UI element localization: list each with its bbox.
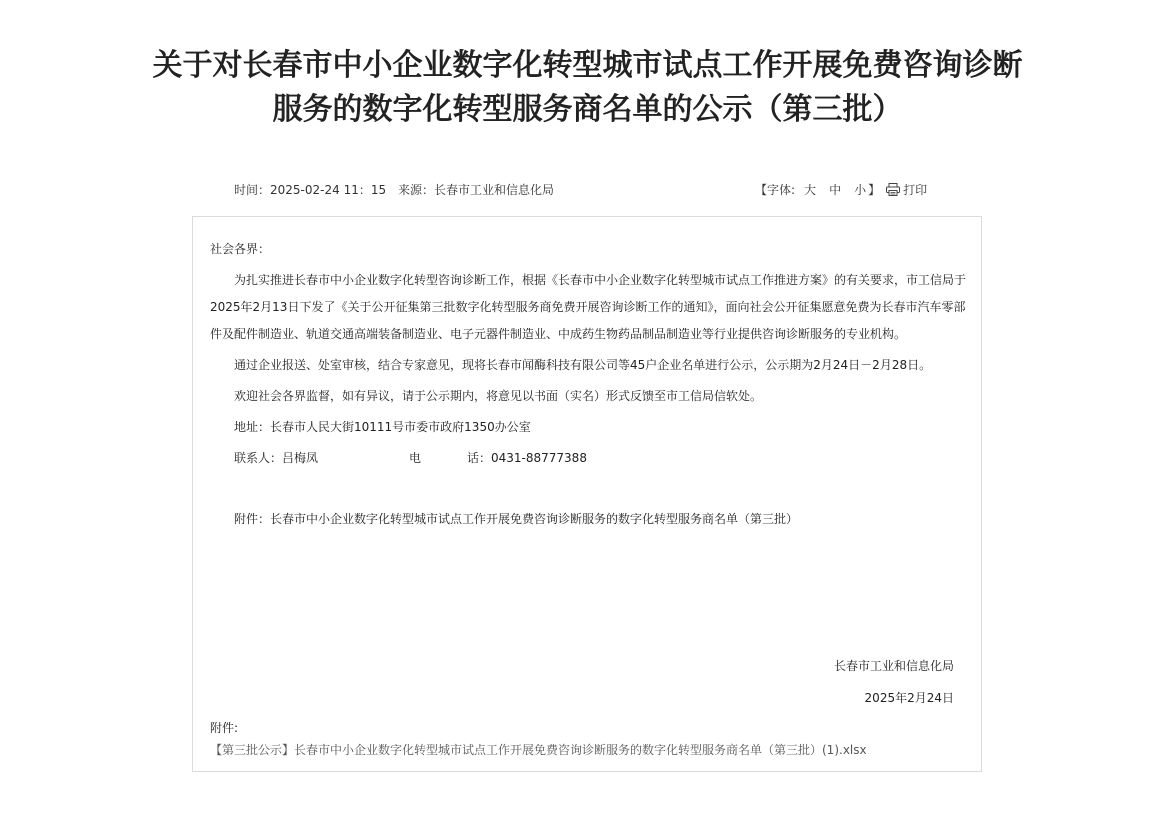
greeting: 社会各界： <box>210 242 271 256</box>
print-button[interactable] <box>886 181 927 198</box>
paragraph-3: 欢迎社会各界监督，如有异议，请于公示期内，将意见以书面（实名）形式反馈至市工信局信软处。 <box>234 389 763 403</box>
font-size-large-button[interactable]: 大 <box>804 183 817 197</box>
article-body <box>210 236 970 533</box>
article-meta <box>234 181 562 198</box>
source-value: 长春市工业和信息化局 <box>433 183 554 197</box>
publish-time-label: 时间： <box>234 183 271 197</box>
paragraph-2: 通过企业报送、处室审核，结合专家意见，现将长春市闻酶科技有限公司等45户企业名单进行公示，公示期为2月24日－2月28日。 <box>234 358 932 372</box>
source-label: 来源： <box>397 183 434 197</box>
print-label: 打印 <box>903 183 928 197</box>
publish-time-value: 2025-02-24 11：15 <box>270 183 387 197</box>
printer-icon <box>886 183 900 196</box>
signature-org: 长春市工业和信息化局 <box>833 659 954 673</box>
article-title: 关于对长春市中小企业数字化转型城市试点工作开展免费咨询诊断服务的数字化转型服务商名单的公示（第三批） <box>152 48 1023 127</box>
font-size-small-button[interactable]: 小 <box>854 183 867 197</box>
article-tools <box>755 181 927 198</box>
contact-person: 联系人：吕梅凤 <box>234 451 319 465</box>
paragraph-1: 为扎实推进长春市中小企业数字化转型咨询诊断工作，根据《长春市中小企业数字化转型城市试点工作推进方案》的有关要求，市工信局于2025年2月13日下发了《关于公开征集第三批数字化转型服务商免费开展咨询诊断工作的通知》，面向社会公开征集愿意免费为长春市汽车零部件及配件制造业、轨道交通高端装备制造业、电子元器件制造业、中成药生物药品制品制造业等行业提供咨询诊断服务的专业机构。 <box>210 273 967 341</box>
publish-time <box>234 183 386 197</box>
phone-label-1: 电 <box>409 451 422 465</box>
font-size-close: 】 <box>868 183 881 197</box>
article-source <box>398 183 554 197</box>
attachment-link[interactable]: 【第三批公示】长春市中小企业数字化转型城市试点工作开展免费咨询诊断服务的数字化转型服务商名单（第三批）(1).xlsx <box>210 743 867 757</box>
contact-line <box>210 445 970 472</box>
phone-value: 话：0431-88777388 <box>467 451 587 465</box>
address-line: 地址：长春市人民大街10111号市委市政府1350办公室 <box>234 420 531 434</box>
attachment-note: 附件：长春市中小企业数字化转型城市试点工作开展免费咨询诊断服务的数字化转型服务商名单（第三批） <box>234 512 799 526</box>
font-size-medium-button[interactable]: 中 <box>829 183 842 197</box>
attachments-label: 附件: <box>210 721 239 735</box>
signature-date: 2025年2月24日 <box>864 691 954 705</box>
font-size-label: 【字体: <box>755 183 796 197</box>
